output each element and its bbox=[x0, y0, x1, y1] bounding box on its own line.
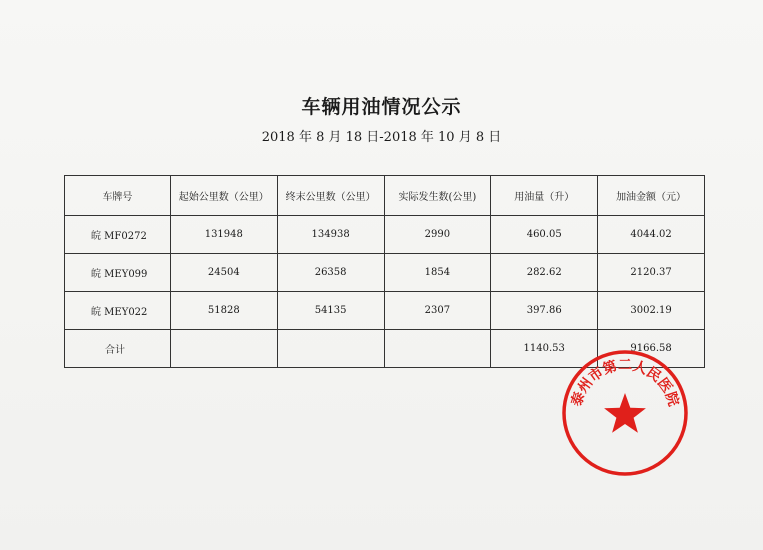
cell-start-km: 24504 bbox=[170, 254, 277, 292]
total-start-km bbox=[170, 330, 277, 368]
header-start-km: 起始公里数（公里） bbox=[170, 176, 277, 216]
star-icon bbox=[604, 393, 646, 433]
document-title: 车辆用油情况公示 bbox=[301, 96, 462, 118]
total-fuel: 1140.53 bbox=[491, 330, 598, 368]
cell-end-km: 54135 bbox=[277, 292, 384, 330]
total-end-km bbox=[277, 330, 384, 368]
cell-end-km: 26358 bbox=[277, 254, 384, 292]
cell-end-km: 134938 bbox=[277, 216, 384, 254]
header-plate: 车牌号 bbox=[65, 176, 171, 216]
cell-plate: 皖 MEY022 bbox=[65, 292, 171, 330]
header-actual-km: 实际发生数(公里) bbox=[384, 176, 491, 216]
header-end-km: 终末公里数（公里） bbox=[277, 176, 384, 216]
seal-text: 泰州市第二人民医院 bbox=[568, 357, 682, 409]
total-label: 合计 bbox=[65, 330, 171, 368]
table-row bbox=[65, 216, 705, 254]
table-row bbox=[65, 292, 705, 330]
cell-actual-km: 2307 bbox=[384, 292, 491, 330]
table-header-row bbox=[65, 176, 705, 216]
cell-amount: 2120.37 bbox=[598, 254, 705, 292]
cell-fuel: 282.62 bbox=[491, 254, 598, 292]
total-actual-km bbox=[384, 330, 491, 368]
total-amount: 9166.58 bbox=[598, 330, 705, 368]
fuel-usage-table bbox=[64, 175, 705, 368]
cell-plate: 皖 MEY099 bbox=[65, 254, 171, 292]
header-fuel: 用油量（升） bbox=[491, 176, 598, 216]
cell-actual-km: 2990 bbox=[384, 216, 491, 254]
header-amount: 加油金额（元） bbox=[598, 176, 705, 216]
cell-amount: 4044.02 bbox=[598, 216, 705, 254]
cell-start-km: 131948 bbox=[170, 216, 277, 254]
table-row bbox=[65, 254, 705, 292]
cell-amount: 3002.19 bbox=[598, 292, 705, 330]
cell-actual-km: 1854 bbox=[384, 254, 491, 292]
cell-start-km: 51828 bbox=[170, 292, 277, 330]
cell-fuel: 397.86 bbox=[491, 292, 598, 330]
cell-fuel: 460.05 bbox=[491, 216, 598, 254]
cell-plate: 皖 MF0272 bbox=[65, 216, 171, 254]
document-period: 2018 年 8 月 18 日-2018 年 10 月 8 日 bbox=[261, 130, 502, 145]
official-seal bbox=[560, 348, 690, 478]
